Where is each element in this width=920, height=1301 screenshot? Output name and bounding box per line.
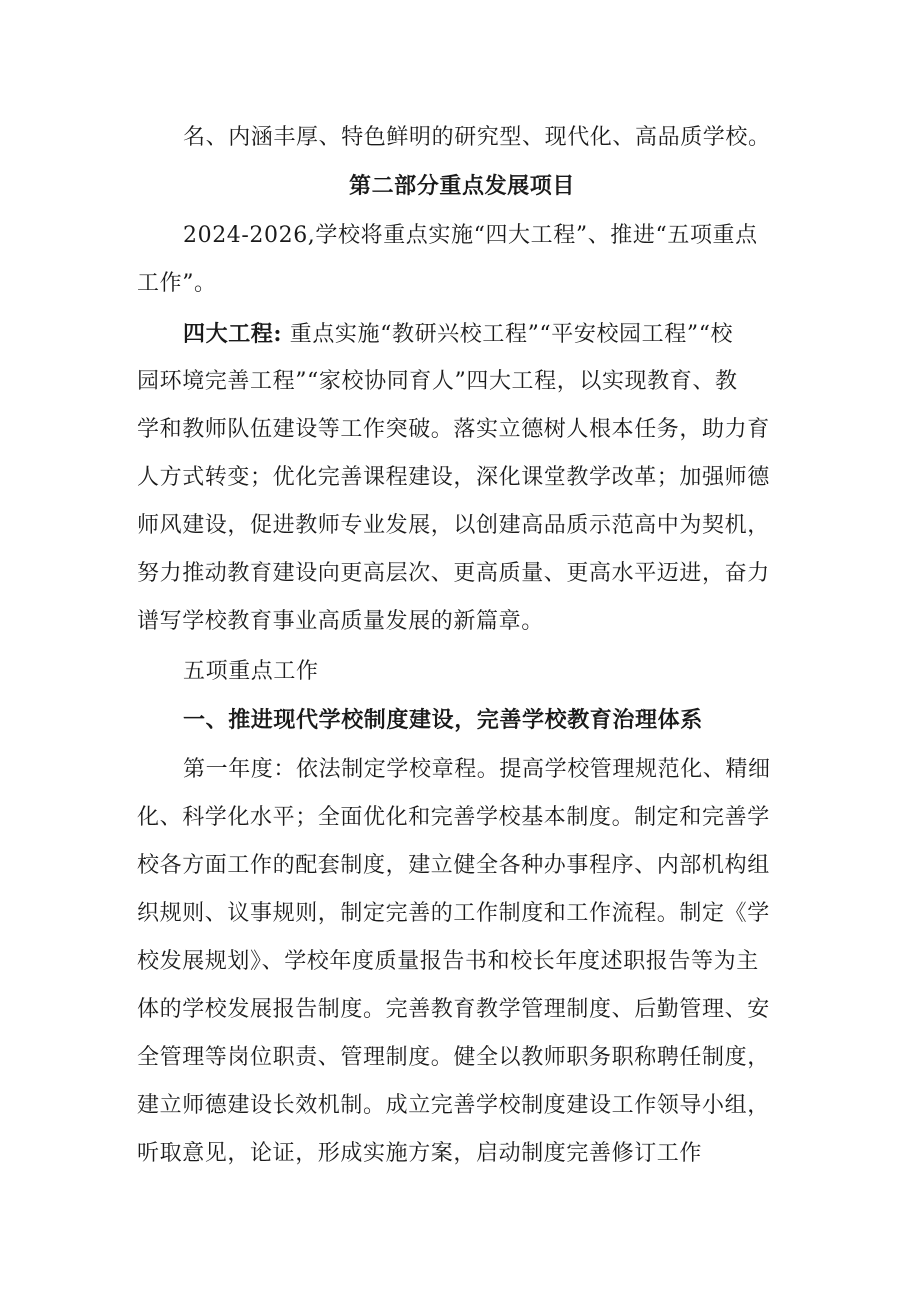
- year-one-line: 校各方面工作的配套制度，建立健全各种办事程序、内部机构组: [137, 853, 770, 878]
- four-projects-line: 努力推动教育建设向更高层次、更高质量、更高水平迈进，奋力: [137, 561, 770, 586]
- year-one-line: 织规则、议事规则，制定完善的工作制度和工作流程。制定《学: [137, 901, 770, 926]
- four-projects-line: 学和教师队伍建设等工作突破。落实立德树人根本任务，助力育: [137, 417, 770, 442]
- four-projects-line: 人方式转变；优化完善课程建设，深化课堂教学改革；加强师德: [137, 465, 770, 490]
- section-title: 第二部分重点发展项目: [348, 173, 575, 199]
- overview-line-2: 工作”。: [137, 271, 217, 296]
- year-one-line: 体的学校发展报告制度。完善教育教学管理制度、后勤管理、安: [137, 997, 770, 1022]
- year-one-line: 全管理等岗位职责、管理制度。健全以教师职务职称聘任制度，: [137, 1045, 770, 1070]
- five-tasks-heading: 五项重点工作: [183, 659, 319, 684]
- four-projects-line-1: [137, 316, 733, 352]
- year-one-line: 建立师德建设长效机制。成立完善学校制度建设工作领导小组，: [137, 1093, 770, 1118]
- year-one-line: 校发展规划》、学校年度质量报告书和校长年度述职报告等为主: [137, 949, 759, 974]
- year-one-line: 听取意见，论证，形成实施方案，启动制度完善修订工作: [137, 1141, 703, 1166]
- four-projects-line: 谱写学校教育事业高质量发展的新篇章。: [137, 609, 544, 634]
- intro-line: 名、内涵丰厚、特色鲜明的研究型、现代化、高品质学校。: [183, 125, 771, 150]
- overview-line-1: 2024-2026,学校将重点实施“四大工程”、推进“五项重点: [183, 223, 758, 248]
- year-one-line: 化、科学化水平；全面优化和完善学校基本制度。制定和完善学: [137, 805, 770, 830]
- four-projects-line: 园环境完善工程”“家校协同育人”四大工程，以实现教育、教: [137, 369, 738, 394]
- year-one-line-1: 第一年度：依法制定学校章程。提高学校管理规范化、精细: [183, 757, 771, 782]
- task-one-heading: 一、推进现代学校制度建设，完善学校教育治理体系: [183, 707, 703, 733]
- four-projects-line: 师风建设，促进教师专业发展，以创建高品质示范高中为契机，: [137, 513, 770, 538]
- four-projects-line-1-text: 重点实施“教研兴校工程”“平安校园工程”“校: [289, 322, 734, 347]
- four-projects-label: 四大工程:: [183, 321, 283, 347]
